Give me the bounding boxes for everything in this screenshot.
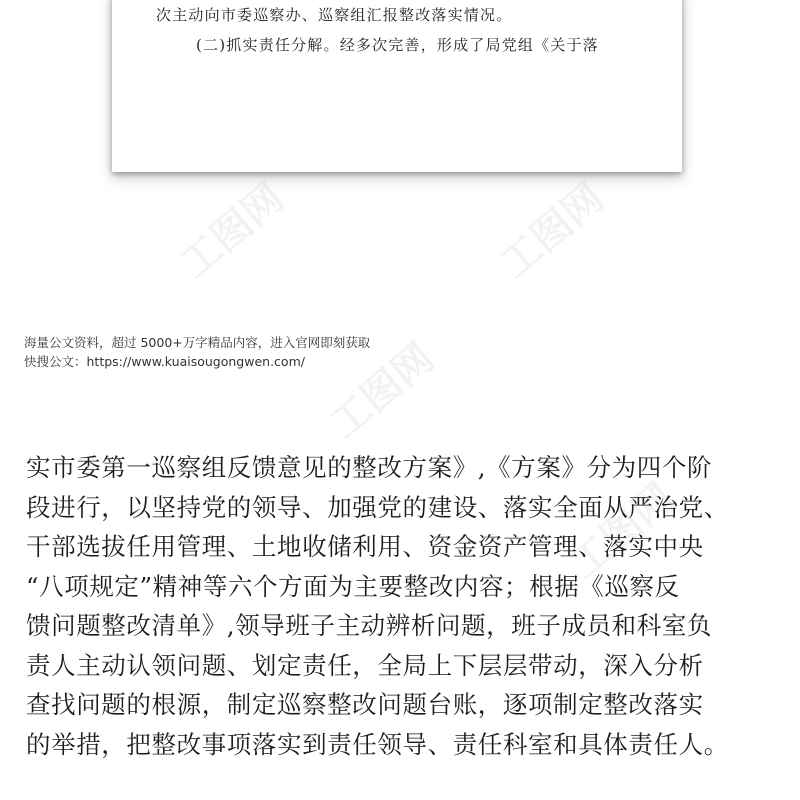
paragraph-line: 馈问题整改清单》,领导班子主动辨析问题，班子成员和科室负 xyxy=(26,611,713,640)
document-preview-card xyxy=(112,0,682,172)
paragraph-line: 段进行，以坚持党的领导、加强党的建设、落实全面从严治党、 xyxy=(26,492,729,522)
paragraph-line: 的举措，把整改事项落实到责任领导、责任科室和具体责任人。 xyxy=(26,729,729,759)
paragraph-line: 实市委第一巡察组反馈意见的整改方案》,《方案》分为四个阶 xyxy=(26,453,713,482)
watermark: 工图网 xyxy=(561,474,683,588)
document-line: (二)抓实责任分解。经多次完善，形成了局党组《关于落 xyxy=(196,36,599,54)
paragraph-line: 干部选拔任用管理、土地收储利用、资金资产管理、落实中央 xyxy=(26,532,704,561)
paragraph-line: 查找问题的根源，制定巡察整改问题台账，逐项制定整改落实 xyxy=(26,690,704,719)
promo-notice-text: 海量公文资料，超过 5000+万字精品内容，进入官网即刻获取 xyxy=(24,335,371,350)
document-line: 次主动向市委巡察办、巡察组汇报整改落实情况。 xyxy=(156,6,513,24)
paragraph-line: “八项规定”精神等六个方面为主要整改内容；根据《巡察反 xyxy=(26,571,680,601)
body-paragraph xyxy=(26,448,786,764)
watermark: 工图网 xyxy=(491,174,613,288)
watermark: 工图网 xyxy=(321,334,443,448)
watermark: 工图网 xyxy=(171,174,293,288)
promo-website-link[interactable]: 快搜公文：https://www.kuaisougongwen.com/ xyxy=(24,354,305,369)
paragraph-line: 责人主动认领问题、划定责任，全局上下层层带动，深入分析 xyxy=(26,650,704,680)
